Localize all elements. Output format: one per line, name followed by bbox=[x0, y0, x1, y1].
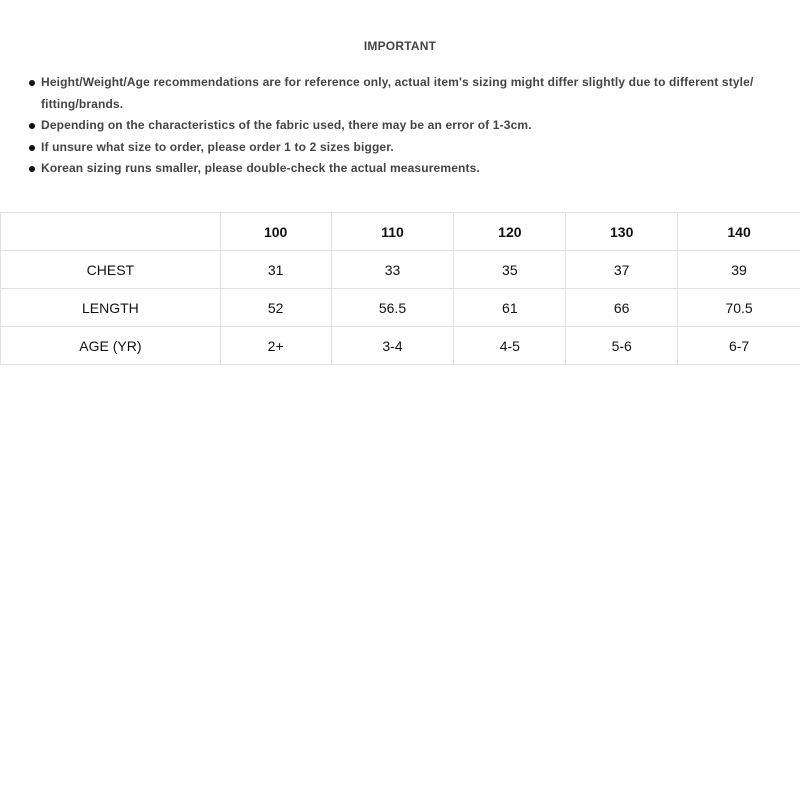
notice-item-text: Depending on the characteristics of the fabric used, there may be an error of 1-3cm. bbox=[41, 118, 532, 132]
notice-list bbox=[0, 72, 800, 180]
table-cell: 6-7 bbox=[678, 327, 800, 365]
row-label: AGE (YR) bbox=[1, 327, 221, 365]
size-header-cell: 100 bbox=[220, 213, 331, 251]
notice-item bbox=[0, 158, 800, 180]
notice-item-text: Height/Weight/Age recommendations are for reference only, actual item's sizing might differ slightly due to different style/ fitting/brands. bbox=[41, 75, 754, 111]
table-cell: 4-5 bbox=[454, 327, 566, 365]
bullet-icon bbox=[29, 80, 35, 86]
size-header-cell: 110 bbox=[331, 213, 454, 251]
notice-title: IMPORTANT bbox=[363, 39, 437, 53]
notice-item bbox=[0, 115, 800, 137]
table-cell: 66 bbox=[566, 289, 678, 327]
table-cell: 35 bbox=[454, 251, 566, 289]
table-cell: 3-4 bbox=[331, 327, 454, 365]
size-header-cell: 140 bbox=[678, 213, 800, 251]
notice-item-text: Korean sizing runs smaller, please double-check the actual measurements. bbox=[41, 161, 480, 175]
table-row bbox=[1, 327, 800, 365]
notice-item-text: If unsure what size to order, please order 1 to 2 sizes bigger. bbox=[41, 139, 394, 154]
table-row bbox=[1, 289, 800, 327]
row-label: CHEST bbox=[1, 251, 221, 289]
size-header-cell: 120 bbox=[454, 213, 566, 251]
size-header-cell: 130 bbox=[566, 213, 678, 251]
bullet-icon bbox=[29, 166, 35, 172]
corner-cell bbox=[1, 213, 221, 251]
table-row bbox=[1, 251, 800, 289]
table-cell: 56.5 bbox=[331, 289, 454, 327]
table-cell: 70.5 bbox=[678, 289, 800, 327]
table-cell: 5-6 bbox=[566, 327, 678, 365]
table-cell: 39 bbox=[678, 251, 800, 289]
row-label: LENGTH bbox=[1, 289, 221, 327]
table-cell: 33 bbox=[331, 251, 454, 289]
bullet-icon bbox=[29, 123, 35, 129]
size-chart-table bbox=[0, 212, 800, 365]
table-cell: 37 bbox=[566, 251, 678, 289]
table-cell: 52 bbox=[220, 289, 331, 327]
table-cell: 61 bbox=[454, 289, 566, 327]
bullet-icon bbox=[29, 145, 35, 151]
notice-item bbox=[0, 137, 800, 159]
table-cell: 2+ bbox=[220, 327, 331, 365]
notice-item bbox=[0, 72, 800, 115]
size-header-row bbox=[1, 213, 800, 251]
table-cell: 31 bbox=[220, 251, 331, 289]
